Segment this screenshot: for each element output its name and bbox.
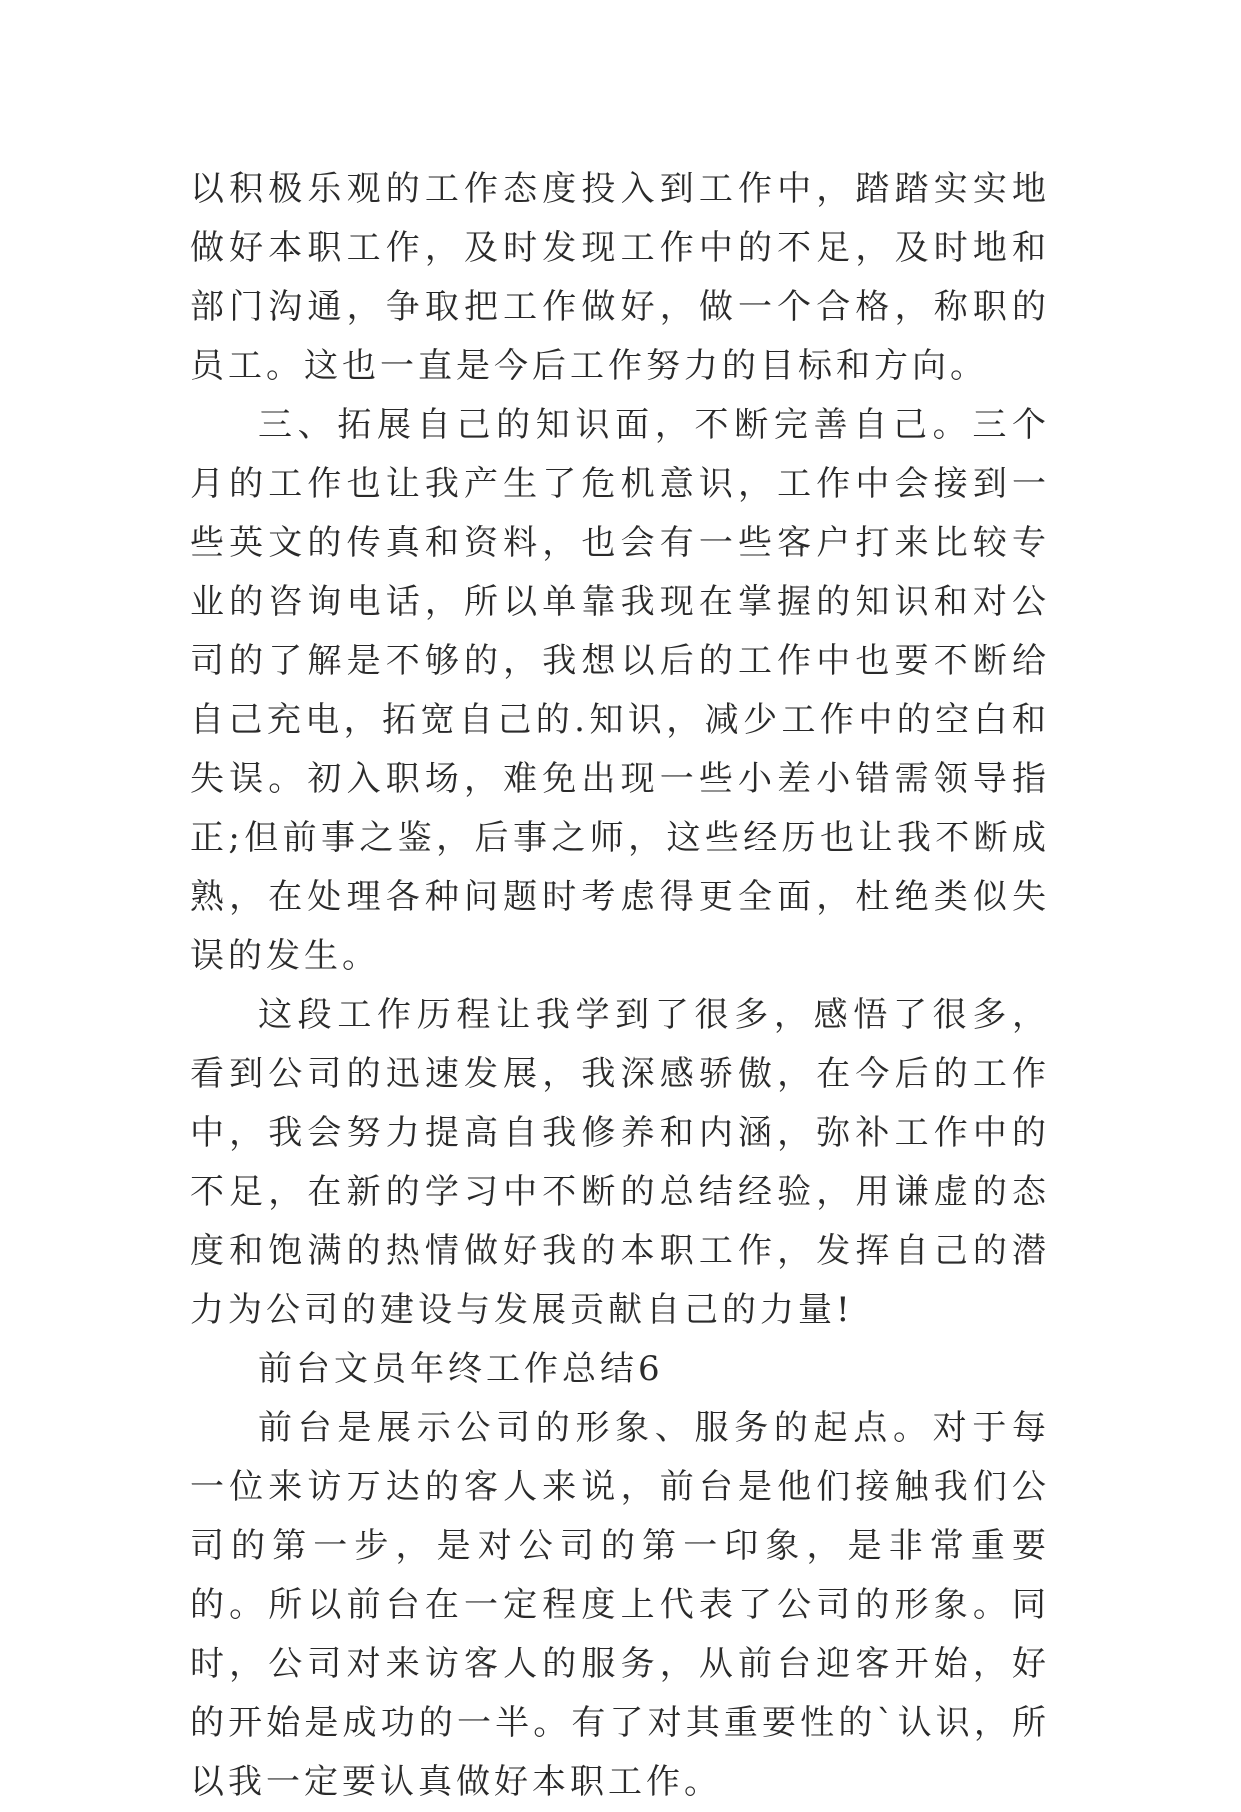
paragraph-expand-knowledge: 三、拓展自己的知识面，不断完善自己。三个月的工作也让我产生了危机意识，工作中会接到一些英文的传真和资料，也会有一些客户打来比较专业的咨询电话，所以单靠我现在掌握的知识和对公司的了解是不够的，我想以后的工作中也要不断给自己充电，拓宽自己的.知识，减少工作中的空白和失误。初入职场，难免出现一些小差小错需领导指正;但前事之鉴，后事之师，这些经历也让我不断成熟，在处理各种问题时考虑得更全面，杜绝类似失误的发生。 (190, 405, 1050, 976)
paragraph-conclusion: 这段工作历程让我学到了很多，感悟了很多，看到公司的迅速发展，我深感骄傲，在今后的工作中，我会努力提高自我修养和内涵，弥补工作中的不足，在新的学习中不断的总结经验，用谦虚的态度和饱满的热情做好我的本职工作，发挥自己的潜力为公司的建设与发展贡献自己的力量! (190, 995, 1050, 1330)
paragraph-work-attitude: 以积极乐观的工作态度投入到工作中，踏踏实实地做好本职工作，及时发现工作中的不足，及时地和部门沟通，争取把工作做好，做一个合格，称职的员工。这也一直是今后工作努力的目标和方向。 (190, 169, 1050, 386)
section-heading: 前台文员年终工作总结6 (258, 1349, 664, 1389)
document-body (190, 160, 1050, 1812)
paragraph-front-desk: 前台是展示公司的形象、服务的起点。对于每一位来访万达的客人来说，前台是他们接触我们公司的第一步，是对公司的第一印象，是非常重要的。所以前台在一定程度上代表了公司的形象。同时，公司对来访客人的服务，从前台迎客开始，好的开始是成功的一半。有了对其重要性的`认识，所以我一定要认真做好本职工作。 (190, 1408, 1050, 1802)
